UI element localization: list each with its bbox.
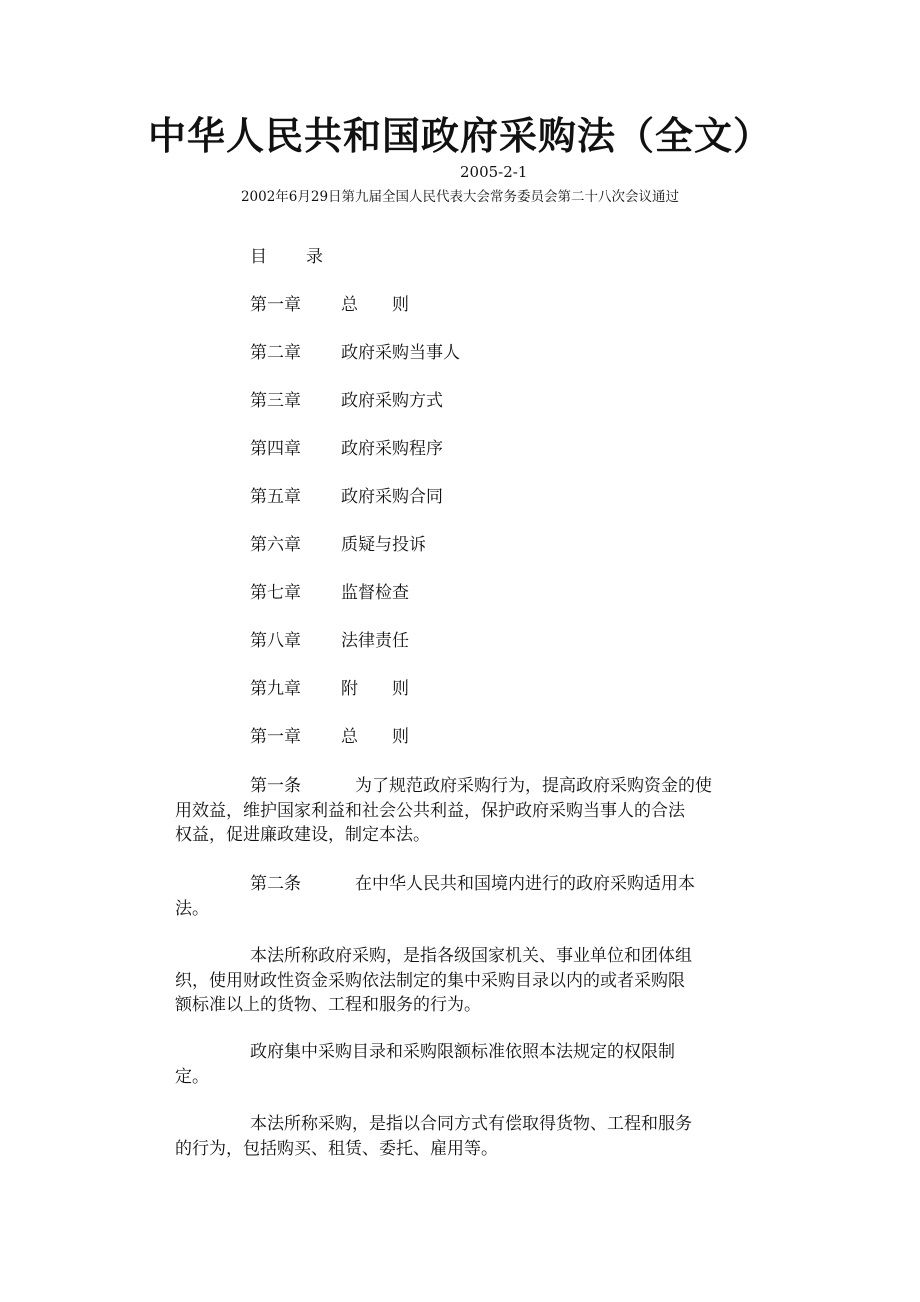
article-label: 第一条 (250, 776, 301, 796)
article-text-line: 的行为，包括购买、租赁、委托、雇用等。 (175, 1138, 498, 1159)
document-date: 2005-2-1 (460, 163, 528, 181)
toc-item-name: 总 则 (341, 295, 409, 315)
toc-item-name: 政府采购方式 (341, 391, 443, 411)
article-text-line: 额标准以上的货物、工程和服务的行为。 (175, 995, 481, 1015)
toc-item-name: 法律责任 (341, 631, 409, 651)
toc-item-number: 第四章 (250, 439, 301, 459)
article-text-line: 本法所称采购，是指以合同方式有偿取得货物、工程和服务 (250, 1114, 692, 1134)
chapter-heading-number: 第一章 (250, 727, 301, 747)
adoption-note: 2002年6月29日第九届全国人民代表大会常务委员会第二十八次会议通过 (240, 189, 680, 205)
toc-item-number: 第五章 (250, 487, 301, 507)
toc-item-number: 第一章 (250, 295, 301, 315)
toc-item-number: 第八章 (250, 631, 301, 651)
toc-item-number: 第七章 (250, 583, 301, 603)
toc-item-number: 第九章 (250, 679, 301, 699)
article-text-line: 权益，促进廉政建设，制定本法。 (175, 825, 430, 845)
article-paragraph (175, 872, 735, 921)
toc-item-name: 附 则 (341, 679, 409, 699)
toc-heading-left: 目 (250, 247, 267, 267)
article-paragraph (175, 774, 735, 848)
toc-item-name: 政府采购当事人 (341, 343, 460, 363)
article-text-line: 法。 (175, 898, 209, 919)
toc-item-name: 政府采购合同 (341, 487, 443, 507)
article-paragraph (175, 1040, 735, 1089)
article-text-line: 定。 (175, 1066, 209, 1087)
article-label: 第二条 (250, 874, 301, 894)
article-text-line: 政府集中采购目录和采购限额标准依照本法规定的权限制 (250, 1042, 675, 1062)
article-paragraph (175, 944, 735, 1018)
toc-item-name: 质疑与投诉 (341, 535, 426, 555)
article-text-line: 织，使用财政性资金采购依法制定的集中采购目录以内的或者采购限 (175, 970, 685, 991)
toc-item-name: 政府采购程序 (341, 439, 443, 459)
toc-item-name: 监督检查 (341, 583, 409, 603)
article-text-line: 用效益，维护国家利益和社会公共利益，保护政府采购当事人的合法 (175, 800, 685, 821)
document-title: 中华人民共和国政府采购法（全文） (147, 113, 772, 158)
article-paragraph (175, 1112, 735, 1161)
toc-item-number: 第三章 (250, 391, 301, 411)
article-text-line: 在中华人民共和国境内进行的政府采购适用本 (355, 874, 695, 894)
toc-heading-right: 录 (306, 247, 323, 267)
article-text-line: 本法所称政府采购，是指各级国家机关、事业单位和团体组 (250, 946, 692, 966)
article-text-line: 为了规范政府采购行为，提高政府采购资金的使 (355, 776, 712, 796)
chapter-heading-name: 总 则 (341, 727, 409, 747)
toc-item-number: 第六章 (250, 535, 301, 555)
toc-item-number: 第二章 (250, 343, 301, 363)
